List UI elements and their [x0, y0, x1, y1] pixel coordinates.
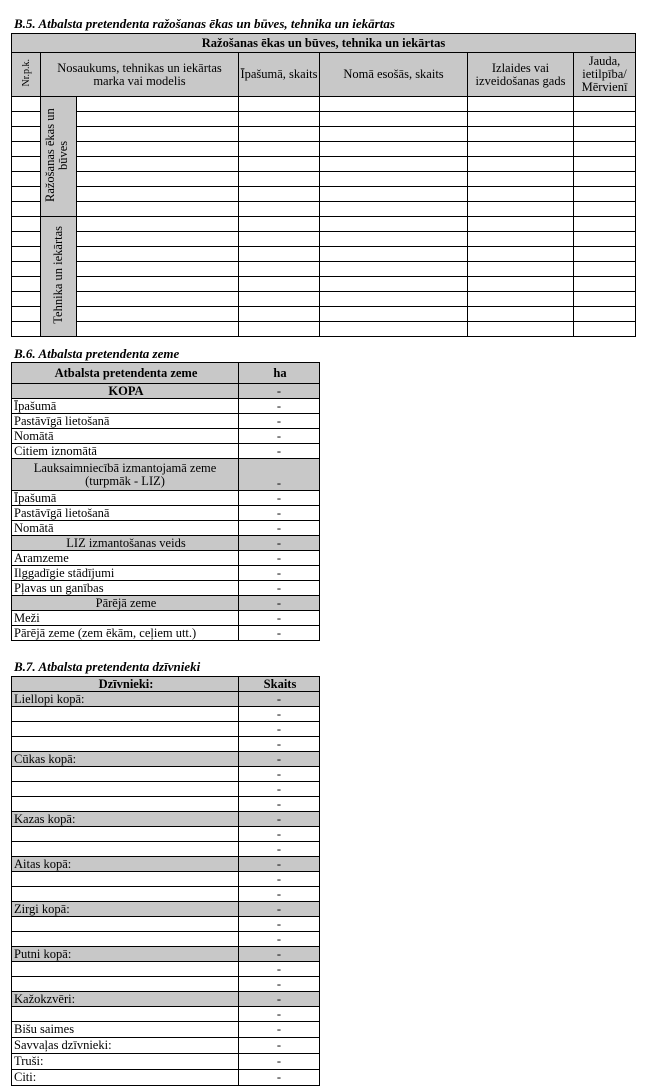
b5-cell[interactable] — [320, 232, 468, 247]
b6-header-ha: ha — [239, 363, 320, 384]
b5-cell[interactable] — [12, 127, 41, 142]
b7-row-label: Savvaļas dzīvnieki: — [12, 1038, 239, 1054]
b5-cell[interactable] — [239, 97, 320, 112]
b7-row-label — [12, 917, 239, 932]
b7-row-label: Kazas kopā: — [12, 812, 239, 827]
b5-cell[interactable] — [77, 322, 239, 337]
b6-row-value[interactable]: - — [239, 551, 320, 566]
b5-cell[interactable] — [77, 277, 239, 292]
b5-cell[interactable] — [12, 232, 41, 247]
b7-section-title: B.7. Atbalsta pretendenta dzīvnieki — [14, 659, 201, 674]
b5-cell[interactable] — [574, 277, 636, 292]
b5-cell[interactable] — [320, 127, 468, 142]
b7-row-value[interactable]: - — [239, 782, 320, 797]
b5-cell[interactable] — [12, 112, 41, 127]
b6-row-label: Nomātā — [12, 429, 239, 444]
b7-row-label — [12, 782, 239, 797]
b6-table — [11, 362, 320, 641]
b7-row-label — [12, 887, 239, 902]
b5-cell[interactable] — [320, 262, 468, 277]
b5-cell[interactable] — [239, 127, 320, 142]
b7-row-label: Cūkas kopā: — [12, 752, 239, 767]
b6-row-label: LIZ izmantošanas veids — [12, 536, 239, 551]
b5-cell[interactable] — [320, 277, 468, 292]
b7-row-label: Liellopi kopā: — [12, 692, 239, 707]
b6-row-label: KOPA — [12, 384, 239, 399]
b7-row-value[interactable]: - — [239, 1070, 320, 1086]
b7-row-label: Truši: — [12, 1054, 239, 1070]
b7-row-value[interactable]: - — [239, 947, 320, 962]
b5-cell[interactable] — [77, 232, 239, 247]
b7-header-count: Skaits — [239, 677, 320, 692]
b6-row-value[interactable]: - — [239, 429, 320, 444]
b7-row-label — [12, 932, 239, 947]
b5-cell[interactable] — [574, 142, 636, 157]
b5-cell[interactable] — [239, 307, 320, 322]
b7-row-label — [12, 962, 239, 977]
b6-row-value[interactable]: - — [239, 521, 320, 536]
b7-row-value[interactable]: - — [239, 917, 320, 932]
b7-row-label — [12, 722, 239, 737]
b6-row-value[interactable]: - — [239, 444, 320, 459]
b5-cell[interactable] — [239, 322, 320, 337]
b7-row-label — [12, 872, 239, 887]
b5-cell[interactable] — [12, 292, 41, 307]
b6-row-label: Citiem iznomātā — [12, 444, 239, 459]
b6-row-label: Meži — [12, 611, 239, 626]
b7-row-value[interactable]: - — [239, 992, 320, 1007]
col-year: Izlaides vai izveidošanas gads — [468, 53, 574, 97]
b5-cell[interactable] — [468, 202, 574, 217]
b5-cell[interactable] — [77, 112, 239, 127]
b5-cell[interactable] — [77, 202, 239, 217]
b6-row-value[interactable]: - — [239, 596, 320, 611]
b7-row-label — [12, 842, 239, 857]
b7-row-label: Kažokzvēri: — [12, 992, 239, 1007]
b5-cell[interactable] — [574, 202, 636, 217]
b7-row-value[interactable]: - — [239, 842, 320, 857]
b7-row-value[interactable]: - — [239, 1054, 320, 1070]
b6-row-value[interactable]: - — [239, 414, 320, 429]
b5-cell[interactable] — [320, 172, 468, 187]
b5-cell[interactable] — [239, 292, 320, 307]
b5-cell[interactable] — [468, 247, 574, 262]
b5-cell[interactable] — [12, 97, 41, 112]
b5-cell[interactable] — [468, 217, 574, 232]
b7-row-value[interactable]: - — [239, 1007, 320, 1022]
b5-cell[interactable] — [77, 217, 239, 232]
b5-cell[interactable] — [468, 307, 574, 322]
b5-cell[interactable] — [12, 142, 41, 157]
b7-row-value[interactable]: - — [239, 1022, 320, 1038]
b5-cell[interactable] — [12, 247, 41, 262]
b6-row-value[interactable]: - — [239, 506, 320, 521]
b5-cell[interactable] — [574, 172, 636, 187]
b5-cell[interactable] — [574, 157, 636, 172]
b5-cell[interactable] — [574, 112, 636, 127]
b5-cell[interactable] — [239, 247, 320, 262]
b6-row-value[interactable]: - — [239, 626, 320, 641]
b7-row-label — [12, 767, 239, 782]
b5-cell[interactable] — [320, 202, 468, 217]
b5-cell[interactable] — [77, 247, 239, 262]
b5-cell[interactable] — [468, 277, 574, 292]
b7-row-value[interactable]: - — [239, 977, 320, 992]
b5-cell[interactable] — [77, 187, 239, 202]
b7-row-label: Aitas kopā: — [12, 857, 239, 872]
b6-row-label: Pastāvīgā lietošanā — [12, 414, 239, 429]
b6-row-label: Nomātā — [12, 521, 239, 536]
b5-cell[interactable] — [468, 232, 574, 247]
b6-row-value[interactable]: - — [239, 611, 320, 626]
b5-cell[interactable] — [574, 187, 636, 202]
b7-row-value[interactable]: - — [239, 722, 320, 737]
b5-table — [11, 33, 636, 337]
b5-cell[interactable] — [320, 187, 468, 202]
col-capacity: Jauda, ietilpība/ Mērvienī — [574, 53, 636, 97]
col-name: Nosaukums, tehnikas un iekārtas marka vai modelis — [41, 53, 239, 97]
b6-row-value[interactable]: - — [239, 491, 320, 506]
b5-cell[interactable] — [468, 187, 574, 202]
b6-row-label: Lauksaimniecībā izmantojamā zeme (turpmāk - LIZ) — [12, 459, 239, 491]
b6-row-label: Pārējā zeme — [12, 596, 239, 611]
b5-cell[interactable] — [574, 127, 636, 142]
b5-cell[interactable] — [239, 172, 320, 187]
b5-cell[interactable] — [468, 172, 574, 187]
b5-cell[interactable] — [574, 262, 636, 277]
b7-row-value[interactable]: - — [239, 692, 320, 707]
b5-cell[interactable] — [77, 307, 239, 322]
b5-cell[interactable] — [239, 262, 320, 277]
b5-cell[interactable] — [320, 307, 468, 322]
b7-row-value[interactable]: - — [239, 707, 320, 722]
b6-row-label: Ilggadīgie stādījumi — [12, 566, 239, 581]
b7-row-label — [12, 827, 239, 842]
b7-row-label — [12, 707, 239, 722]
b7-row-label: Putni kopā: — [12, 947, 239, 962]
b6-header-label: Atbalsta pretendenta zeme — [12, 363, 239, 384]
b7-row-label: Bišu saimes — [12, 1022, 239, 1038]
b5-cell[interactable] — [239, 187, 320, 202]
b5-cell[interactable] — [77, 292, 239, 307]
b5-cell[interactable] — [468, 142, 574, 157]
b7-table — [11, 676, 320, 1086]
b5-cell[interactable] — [239, 157, 320, 172]
b5-cell[interactable] — [239, 142, 320, 157]
b5-cell[interactable] — [239, 112, 320, 127]
b5-cell[interactable] — [574, 232, 636, 247]
b7-row-value[interactable]: - — [239, 1038, 320, 1054]
b5-cell[interactable] — [468, 97, 574, 112]
b5-cell[interactable] — [239, 217, 320, 232]
b5-cell[interactable] — [574, 322, 636, 337]
b7-row-value[interactable]: - — [239, 932, 320, 947]
b5-group-machinery: Tehnika un iekārtas — [41, 217, 77, 337]
b5-cell[interactable] — [12, 202, 41, 217]
b5-cell[interactable] — [574, 97, 636, 112]
b7-row-value[interactable]: - — [239, 752, 320, 767]
b7-row-value[interactable]: - — [239, 887, 320, 902]
b7-row-label — [12, 797, 239, 812]
b5-cell[interactable] — [574, 307, 636, 322]
b5-cell[interactable] — [12, 217, 41, 232]
b5-cell[interactable] — [468, 262, 574, 277]
b6-row-value[interactable]: - — [239, 581, 320, 596]
b5-cell[interactable] — [320, 112, 468, 127]
b5-cell[interactable] — [320, 97, 468, 112]
b5-cell[interactable] — [320, 142, 468, 157]
b5-cell[interactable] — [468, 127, 574, 142]
b5-cell[interactable] — [77, 157, 239, 172]
b5-cell[interactable] — [12, 277, 41, 292]
col-nr: Nr.p.k. — [12, 53, 41, 97]
b5-cell[interactable] — [574, 247, 636, 262]
b7-row-label: Citi: — [12, 1070, 239, 1086]
b5-cell[interactable] — [468, 157, 574, 172]
b7-row-value[interactable]: - — [239, 812, 320, 827]
b5-cell[interactable] — [77, 142, 239, 157]
b5-cell[interactable] — [12, 307, 41, 322]
b6-row-value[interactable]: - — [239, 536, 320, 551]
b5-cell[interactable] — [320, 292, 468, 307]
b5-cell[interactable] — [12, 322, 41, 337]
b6-row-label: Īpašumā — [12, 491, 239, 506]
b6-row-label: Īpašumā — [12, 399, 239, 414]
b7-row-value[interactable]: - — [239, 962, 320, 977]
b5-cell[interactable] — [77, 97, 239, 112]
b5-cell[interactable] — [468, 322, 574, 337]
b5-cell[interactable] — [12, 187, 41, 202]
b6-row-value[interactable]: - — [239, 566, 320, 581]
b7-row-label — [12, 977, 239, 992]
b5-cell[interactable] — [320, 157, 468, 172]
b6-section-title: B.6. Atbalsta pretendenta zeme — [14, 346, 180, 361]
col-owned: Īpašumā, skaits — [239, 53, 320, 97]
b5-cell[interactable] — [77, 172, 239, 187]
b5-cell[interactable] — [239, 202, 320, 217]
b5-cell[interactable] — [12, 172, 41, 187]
b5-cell[interactable] — [468, 112, 574, 127]
b6-row-label: Pastāvīgā lietošanā — [12, 506, 239, 521]
b5-cell[interactable] — [12, 262, 41, 277]
b5-group-buildings: Ražošanas ēkas un būves — [41, 97, 77, 217]
b7-row-value[interactable]: - — [239, 872, 320, 887]
b7-row-label — [12, 737, 239, 752]
b6-row-label: Aramzeme — [12, 551, 239, 566]
b7-row-label — [12, 1007, 239, 1022]
b5-cell[interactable] — [239, 232, 320, 247]
b5-cell[interactable] — [320, 247, 468, 262]
b6-row-value[interactable]: - — [239, 399, 320, 414]
b7-row-value[interactable]: - — [239, 797, 320, 812]
b5-cell[interactable] — [239, 277, 320, 292]
b7-header-label: Dzīvnieki: — [12, 677, 239, 692]
b5-section-title: B.5. Atbalsta pretendenta ražošanas ēkas un būves, tehnika un iekārtas — [14, 16, 395, 31]
b7-row-label: Zirgi kopā: — [12, 902, 239, 917]
b6-row-value[interactable]: - — [239, 459, 320, 491]
b5-cell[interactable] — [77, 262, 239, 277]
b6-row-value[interactable]: - — [239, 384, 320, 399]
b6-row-label: Pļavas un ganības — [12, 581, 239, 596]
col-leased: Nomā esošās, skaits — [320, 53, 468, 97]
b7-row-value[interactable]: - — [239, 767, 320, 782]
b7-row-value[interactable]: - — [239, 827, 320, 842]
b7-row-value[interactable]: - — [239, 902, 320, 917]
b5-cell[interactable] — [12, 157, 41, 172]
b5-table-title: Ražošanas ēkas un būves, tehnika un iekārtas — [12, 34, 636, 53]
b5-cell[interactable] — [320, 217, 468, 232]
b5-cell[interactable] — [574, 217, 636, 232]
b7-row-value[interactable]: - — [239, 857, 320, 872]
b5-cell[interactable] — [468, 292, 574, 307]
b5-cell[interactable] — [574, 292, 636, 307]
b5-cell[interactable] — [77, 127, 239, 142]
b6-row-label: Pārējā zeme (zem ēkām, ceļiem utt.) — [12, 626, 239, 641]
b7-row-value[interactable]: - — [239, 737, 320, 752]
b5-cell[interactable] — [320, 322, 468, 337]
